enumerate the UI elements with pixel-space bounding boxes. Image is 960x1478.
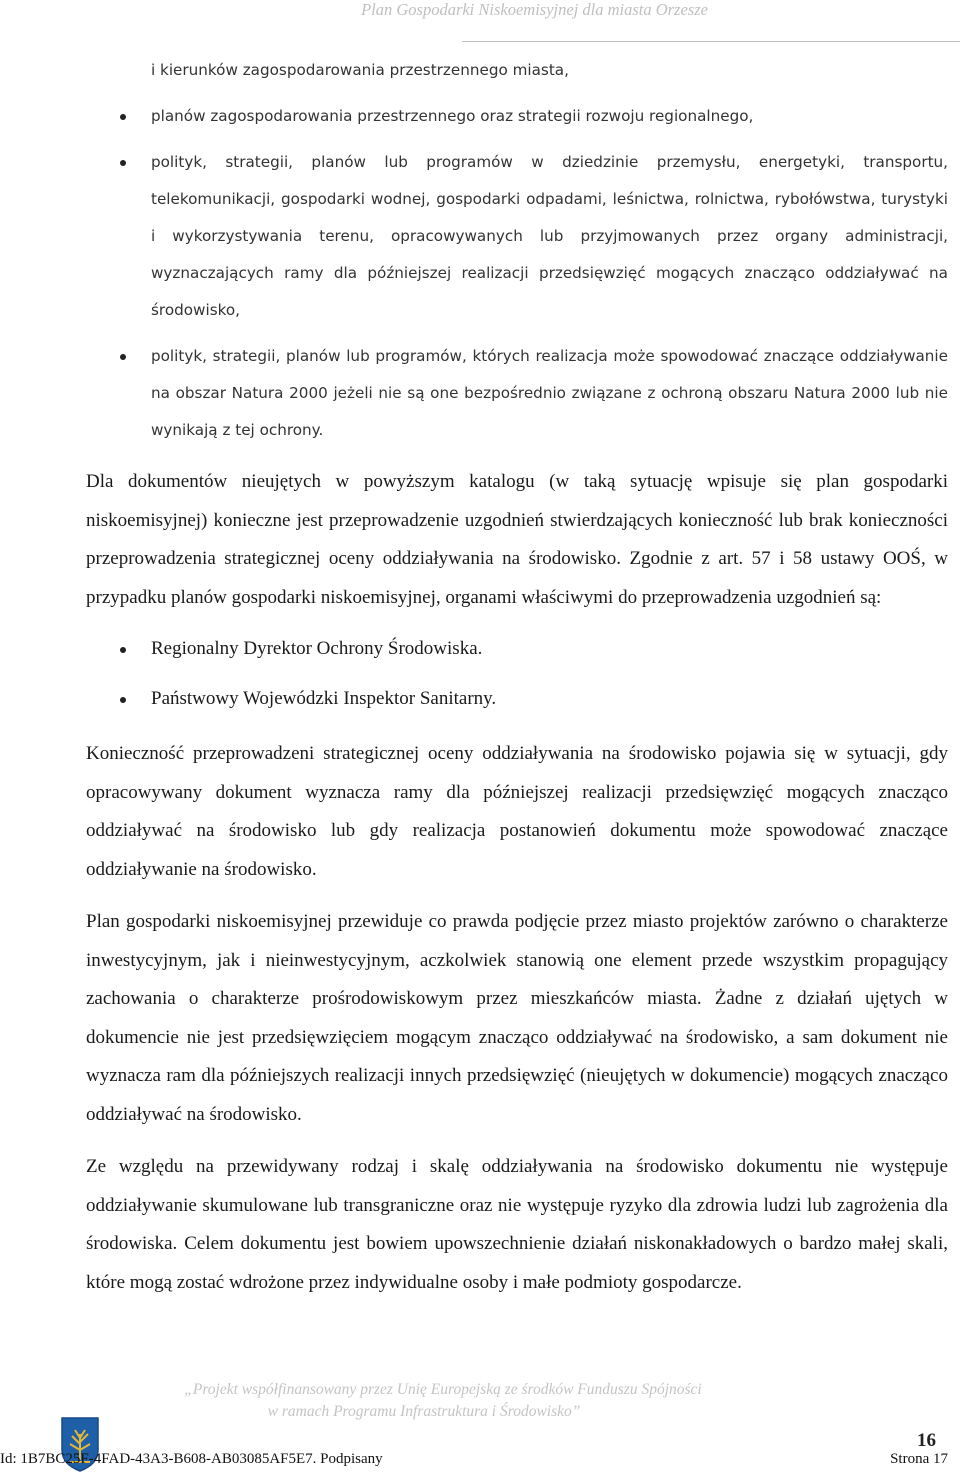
page-number: 16 [917,1430,936,1451]
header-rule [462,41,960,42]
header-title: Plan Gospodarki Niskoemisyjnej dla miasta Orzesze [361,0,708,19]
list-item: polityk, strategii, planów lub programów w dziedzinie przemysłu, energetyki, transportu, telekomunikacji, gospodarki wodnej, gospodarki odpadami, leśnictwa, rolnictwa, rybołówstwa, turystyki i wykorzystywania terenu, opracowywanych lub przyjmowanych przez organy administracji, wyznaczających ramy dla późniejszej realizacji przedsięwzięć mogących znacząco oddziaływać na środowisko, [86,144,948,329]
authority-list [86,629,948,719]
bullet-icon [120,354,126,360]
bullet-icon [120,160,126,166]
bullet-icon [120,697,126,703]
paragraph-plan: Plan gospodarki niskoemisyjnej przewiduje co prawda podjęcie przez miasto projektów zarówno o charakterze inwestycyjnym, jak i nieinwestycyjnym, aczkolwiek stanowią one element przede wszystkim propagujący zachowania o charakterze prośrodowiskowym przez mieszkańców miasta. Żadne z działań ujętych w dokumencie nie jest przedsięwzięciem mogącym znacząco oddziaływać na środowisko, a sam dokument nie wyznacza ram dla późniejszych realizacji innych przedsięwzięć (nieujętych w dokumencie) mogących znacząco oddziaływać na środowisko. [86,911,948,1125]
paragraph-consultation: Dla dokumentów nieujętych w powyższym katalogu (w taką sytuację wpisuje się plan gospodarki niskoemisyjnej) konieczne jest przeprowadzenie uzgodnień stwierdzających konieczność lub brak konieczności przeprowadzenia strategicznej oceny oddziaływania na środowisko. Zgodnie z art. 57 i 58 ustawy OOŚ, w przypadku planów gospodarki niskoemisyjnej, organami właściwymi do przeprowadzenia uzgodnień są: [86,471,948,608]
bullet-icon [120,114,126,120]
page-header [0,0,960,40]
list-item: Regionalny Dyrektor Ochrony Środowiska. [86,629,948,669]
scope-list [86,52,948,449]
document-id: Id: 1B7BC25F-4FAD-43A3-B608-AB03085AF5E7. Podpisany [0,1451,383,1467]
paragraph-impact: Ze względu na przewidywany rodzaj i skalę oddziaływania na środowisko dokumentu nie występuje oddziaływanie skumulowane lub transgraniczne oraz nie występuje ryzyko dla zdrowia ludzi lub zagrożenia dla środowiska. Celem dokumentu jest bowiem upowszechnienie działań niskonakładowych o bardzo małej skali, które mogą zostać wdrożone przez indywidualne osoby i małe podmioty gospodarcze. [86,1156,948,1293]
list-item: Państwowy Wojewódzki Inspektor Sanitarny. [86,679,948,719]
footer-project-note: „Projekt współfinansowany przez Unię Europejską ze środków Funduszu Spójności w ramach Programu Infrastruktura i Środowisko” [184,1381,702,1420]
bullet-icon [120,647,126,653]
paragraph-necessity: Konieczność przeprowadzeni strategicznej oceny oddziaływania na środowisko pojawia się w sytuacji, gdy opracowywany dokument wyznacza ramy dla późniejszej realizacji przedsięwzięć mogących znacząco oddziaływać na środowisko lub gdy realizacja postanowień dokumentu może spowodować znaczące oddziaływanie na środowisko. [86,743,948,880]
list-item: i kierunków zagospodarowania przestrzennego miasta, [151,61,569,79]
page-content [86,52,948,1302]
page-label: Strona 17 [890,1451,948,1467]
list-item: planów zagospodarowania przestrzennego oraz strategii rozwoju regionalnego, [86,98,948,135]
list-item: polityk, strategii, planów lub programów, których realizacja może spowodować znaczące oddziaływanie na obszar Natura 2000 jeżeli nie są one bezpośrednio związane z ochroną obszaru Natura 2000 lub nie wynikają z tej ochrony. [86,338,948,449]
